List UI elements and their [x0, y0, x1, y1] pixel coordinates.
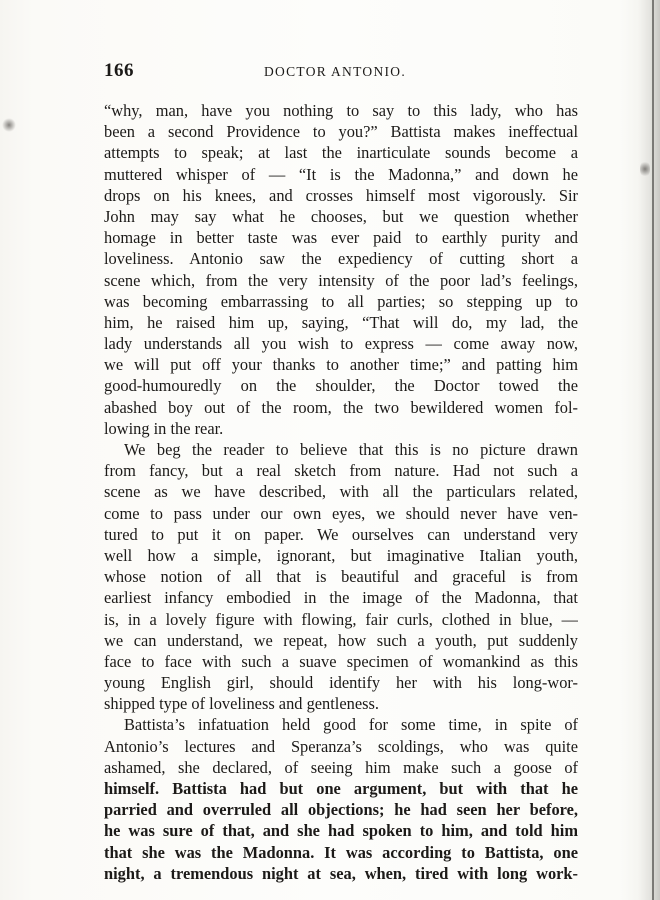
- text-line: whose notion of all that is beautiful and graceful is from: [104, 567, 578, 587]
- text-line: We beg the reader to believe that this is no picture drawn: [124, 440, 578, 459]
- page-edge-line: [652, 0, 654, 900]
- text-line: himself. Battista had but one argument, but with that he: [104, 779, 578, 798]
- text-line: earliest infancy embodied in the image of the Madonna, that: [104, 588, 578, 608]
- text-line: Battista’s infatuation held good for some time, in spite of: [124, 715, 578, 735]
- text-line: young English girl, should identify her with his long-wor-: [104, 673, 578, 693]
- paragraph: [104, 714, 578, 884]
- body-text: [104, 100, 578, 884]
- text-line: he was sure of that, and she had spoken to him, and told him: [104, 821, 578, 841]
- text-line: John may say what he chooses, but we question whether: [104, 206, 578, 226]
- text-line: from fancy, but a real sketch from nature. Had not such a: [104, 461, 578, 481]
- ink-smudge: [2, 118, 16, 132]
- text-line: loveliness. Antonio saw the expediency of cutting short a: [104, 249, 578, 269]
- text-line: well how a simple, ignorant, but imaginative Italian youth,: [104, 545, 578, 565]
- text-line: was becoming embarrassing to all parties; so stepping up to: [104, 291, 578, 311]
- text-line: that she was the Madonna. It was according to Battista, one: [104, 842, 578, 862]
- text-line: is, in a lovely figure with flowing, fair curls, clothed in blue, —: [104, 609, 578, 629]
- text-line: scene which, from the very intensity of the poor lad’s feelings,: [104, 270, 578, 290]
- text-line: lady understands all you wish to express — come away now,: [104, 334, 578, 354]
- paragraph: [104, 100, 578, 439]
- text-line: “why, man, have you nothing to say to this lady, who has: [104, 101, 578, 120]
- ink-smudge: [640, 160, 650, 178]
- text-line: face to face with such a suave specimen of womankind as this: [104, 651, 578, 671]
- text-line: scene as we have described, with all the particulars related,: [104, 482, 578, 502]
- text-line: we can understand, we repeat, how such a youth, put suddenly: [104, 630, 578, 650]
- text-line: ashamed, she declared, of seeing him make such a goose of: [104, 757, 578, 777]
- text-line: drops on his knees, and crosses himself most vigorously. Sir: [104, 185, 578, 205]
- text-line: homage in better taste was ever paid to earthly purity and: [104, 228, 578, 248]
- text-line: attempts to speak; at last the inarticulate sounds become a: [104, 143, 578, 163]
- page-edge-shadow: [638, 0, 660, 900]
- text-line: Antonio’s lectures and Speranza’s scoldings, who was quite: [104, 736, 578, 756]
- page-number: 166: [104, 60, 134, 81]
- running-head-title: DOCTOR ANTONIO.: [264, 64, 407, 79]
- text-line: good-humouredly on the shoulder, the Doctor towed the: [104, 376, 578, 396]
- text-line: been a second Providence to you?” Battista makes ineffectual: [104, 122, 578, 142]
- text-line: night, a tremendous night at sea, when, tired with long work-: [104, 863, 578, 883]
- text-line: shipped type of loveliness and gentleness.: [104, 694, 379, 714]
- text-line: abashed boy out of the room, the two bewildered women fol-: [104, 397, 578, 417]
- text-line: tured to put it on paper. We ourselves can understand very: [104, 524, 578, 544]
- text-line: muttered whisper of — “It is the Madonna,” and down he: [104, 164, 578, 184]
- text-line: parried and overruled all objections; he had seen her before,: [104, 800, 578, 820]
- text-line: lowing in the rear.: [104, 418, 224, 438]
- text-line: come to pass under our own eyes, we should never have ven-: [104, 503, 578, 523]
- text-line: we will put off your thanks to another time;” and patting him: [104, 355, 578, 375]
- text-line: him, he raised him up, saying, “That will do, my lad, the: [104, 312, 578, 332]
- running-head: [104, 60, 578, 86]
- paragraph: [104, 439, 578, 714]
